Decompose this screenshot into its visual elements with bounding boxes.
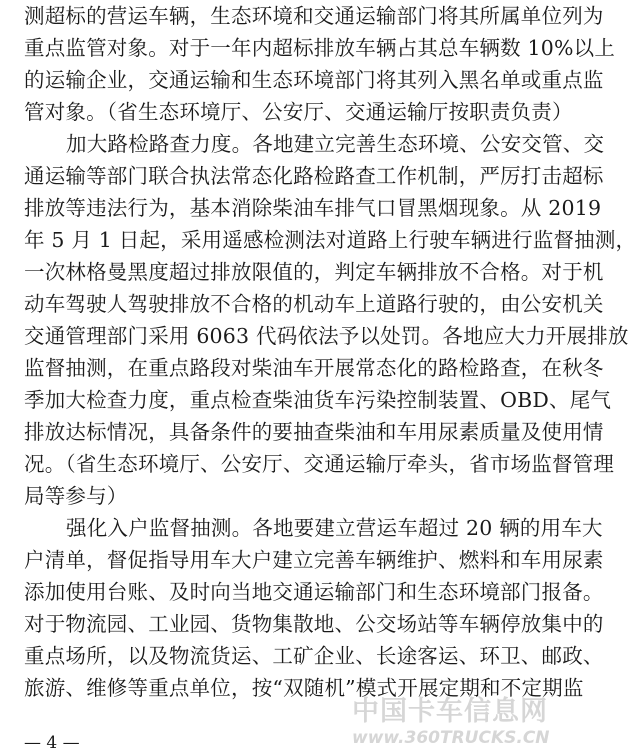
text-line: 重点场所，以及物流货运、工矿企业、长途客运、环卫、邮政、 xyxy=(24,644,604,668)
paragraph-start-line: 强化入户监督抽测。各地要建立营运车超过 20 辆的用车大 xyxy=(66,516,603,540)
text-line: 况。（省生态环境厅、公安厅、交通运输厅牵头，省市场监督管理 xyxy=(24,452,615,476)
text-line: 排放达标情况，具备条件的要抽查柴油和车用尿素质量及使用情 xyxy=(24,420,604,444)
text-line: 季加大检查力度，重点检查柴油货车污染控制装置、OBD、尾气 xyxy=(24,388,612,412)
text-line: 户清单，督促指导用车大户建立完善车辆维护、燃料和车用尿素 xyxy=(24,548,604,572)
watermark-url: www.360TRUCKS.CN xyxy=(352,728,550,748)
text-line: 旅游、维修等重点单位，按“双随机”模式开展定期和不定期监 xyxy=(24,676,584,700)
text-line: 交通管理部门采用 6063 代码依法予以处罚。各地应大力开展排放 xyxy=(24,324,629,348)
text-line: 通运输等部门联合执法常态化路检路查工作机制，严厉打击超标 xyxy=(24,164,604,188)
text-line: 对于物流园、工业园、货物集散地、公交场站等车辆停放集中的 xyxy=(24,612,604,636)
paragraph-start-line: 加大路检路查力度。各地建立完善生态环境、公安交管、交 xyxy=(66,132,605,156)
page-number: — 4 — xyxy=(24,733,80,753)
text-line: 添加使用台账、及时向当地交通运输部门和生态环境部门报备。 xyxy=(24,580,604,604)
text-line: 年 5 月 1 日起，采用遥感检测法对道路上行驶车辆进行监督抽测， xyxy=(24,228,636,252)
watermark-text: 中国卡车信息网 xyxy=(352,696,548,727)
text-line: 一次林格曼黑度超过排放限值的，判定车辆排放不合格。对于机 xyxy=(24,260,604,284)
text-line: 重点监管对象。对于一年内超标排放车辆占其总车辆数 10%以上 xyxy=(24,36,616,60)
text-line: 测超标的营运车辆，生态环境和交通运输部门将其所属单位列为 xyxy=(24,4,604,28)
text-line: 监督抽测，在重点路段对柴油车开展常态化的路检路查，在秋冬 xyxy=(24,356,604,380)
watermark-logo xyxy=(352,696,550,748)
text-line: 的运输企业，交通运输和生态环境部门将其列入黑名单或重点监 xyxy=(24,68,604,92)
text-line: 局等参与） xyxy=(24,484,128,508)
text-line: 动车驾驶人驾驶排放不合格的机动车上道路行驶的，由公安机关 xyxy=(24,292,604,316)
text-line: 排放等违法行为，基本消除柴油车排气口冒黑烟现象。从 2019 xyxy=(24,196,602,220)
text-line: 管对象。（省生态环境厅、公安厅、交通运输厅按职责负责） xyxy=(24,100,573,124)
